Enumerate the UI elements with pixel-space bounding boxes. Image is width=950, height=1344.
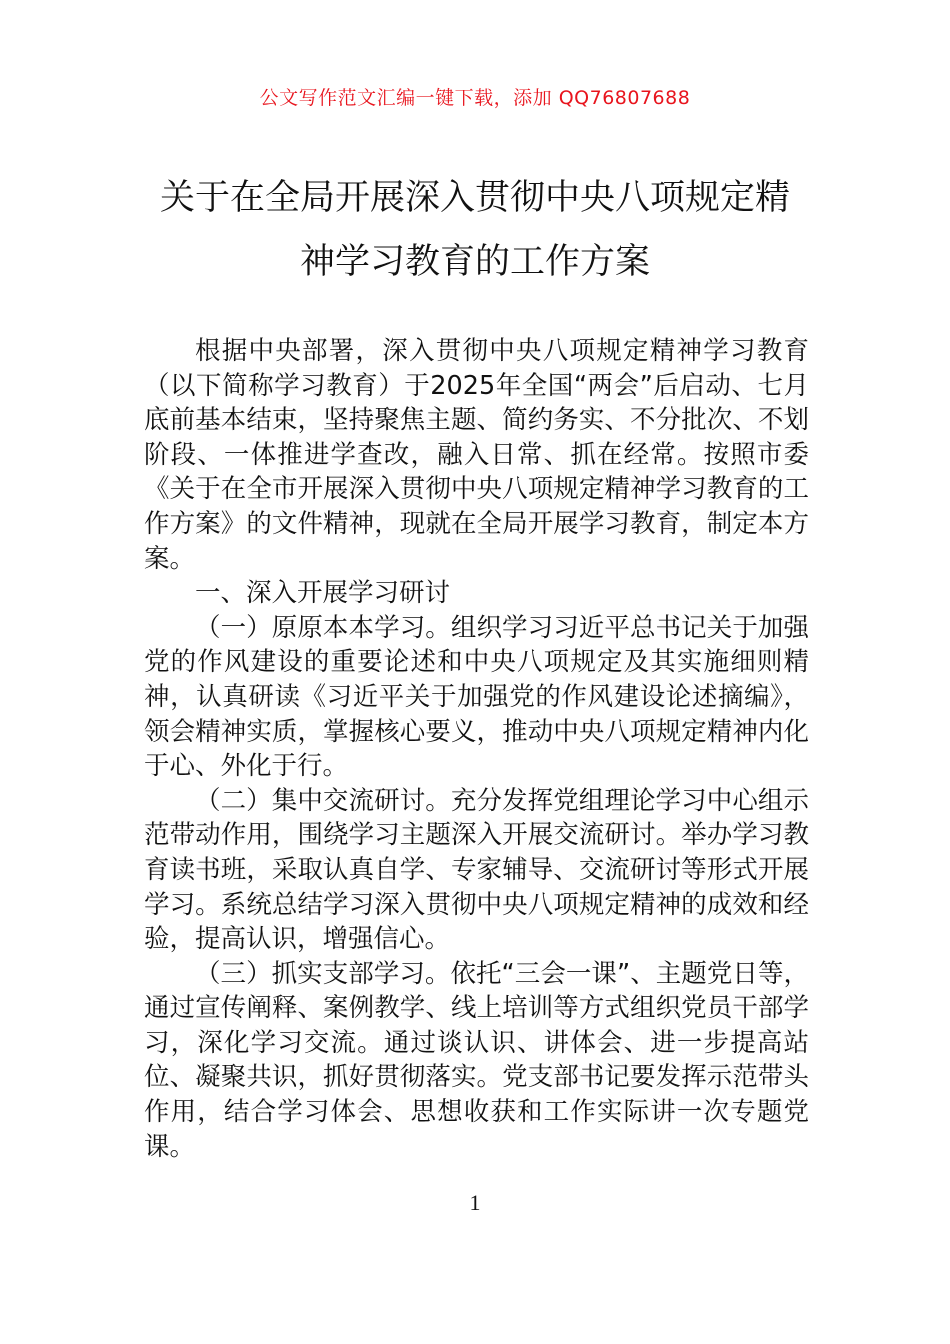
- intro-paragraph: 根据中央部署，深入贯彻中央八项规定精神学习教育（以下简称学习教育）于2025年全国“两会”后启动、七月底前基本结束，坚持聚焦主题、简约务实、不分批次、不划阶段、一体推进学查改，融入日常、抓在经常。按照市委《关于在全市开展深入贯彻中央八项规定精神学习教育的工作方案》的文件精神，现就在全局开展学习教育，制定本方案。: [144, 336, 809, 574]
- subsection-paragraph: （二）集中交流研讨。充分发挥党组理论学习中心组示范带动作用，围绕学习主题深入开展交流研讨。举办学习教育读书班，采取认真自学、专家辅导、交流研讨等形式开展学习。系统总结学习深入贯彻中央八项规定精神的成效和经验，提高认识，增强信心。: [144, 785, 809, 955]
- document-body: [144, 334, 809, 1164]
- download-ad-banner: 公文写作范文汇编一键下载，添加 QQ76807688: [259, 87, 691, 109]
- section-heading: 一、深入开展学习研讨: [195, 578, 451, 609]
- subsection-paragraph: （三）抓实支部学习。依托“三会一课”、主题党日等，通过宣传阐释、案例教学、线上培训等方式组织党员干部学习，深化学习交流。通过谈认识、讲体会、进一步提高站位、凝聚共识，抓好贯彻落实。党支部书记要发挥示范带头作用，结合学习体会、思想收获和工作实际讲一次专题党课。: [144, 958, 809, 1162]
- page-number: 1: [469, 1190, 481, 1215]
- title-line-1: 关于在全局开展深入贯彻中央八项规定精: [159, 178, 790, 218]
- subsection-paragraph: （一）原原本本学习。组织学习习近平总书记关于加强党的作风建设的重要论述和中央八项规定及其实施细则精神，认真研读《习近平关于加强党的作风建设论述摘编》，领会精神实质，掌握核心要义，推动中央八项规定精神内化于心、外化于行。: [144, 612, 809, 782]
- document-title: [140, 166, 810, 294]
- title-line-2: 神学习教育的工作方案: [299, 242, 650, 282]
